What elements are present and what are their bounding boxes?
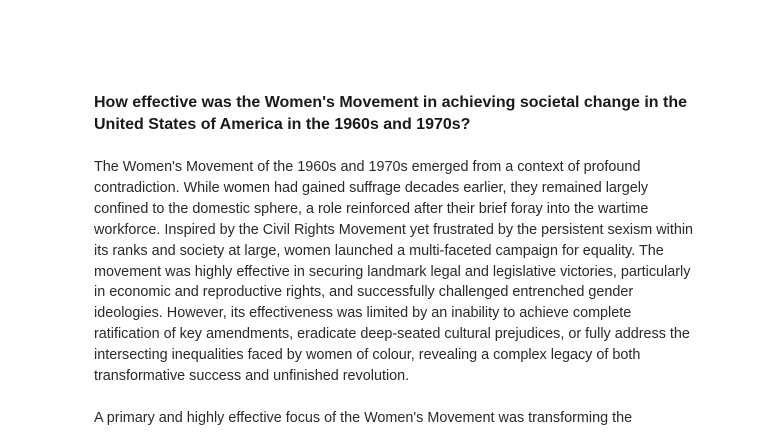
- body-paragraph: A primary and highly effective focus of the Women's Movement was transforming the: [94, 409, 633, 426]
- introduction-paragraph: The Women's Movement of the 1960s and 1970s emerged from a context of profound contradiction. While women had gained suffrage decades earlier, they remained largely confined to the domestic sphere, a role reinforced after their brief foray into the wartime workforce. Inspired by the Civil Rights Movement yet frustrated by the persistent sexism within its ranks and society at large, women launched a multi-faceted campaign for equality. The movement was highly effective in securing landmark legal and legislative victories, particularly in economic and reproductive rights, and successfully challenged entrenched gender ideologies. However, its effectiveness was limited by an inability to achieve complete ratification of key amendments, eradicate deep-seated cultural prejudices, or fully address the intersecting inequalities faced by women of colour, revealing a complex legacy of both transformative success and unfinished revolution.: [94, 159, 694, 385]
- document-body: [94, 92, 694, 429]
- essay-title: How effective was the Women's Movement in achieving societal change in the United States of America in the 1960s and 1970s?: [94, 94, 687, 133]
